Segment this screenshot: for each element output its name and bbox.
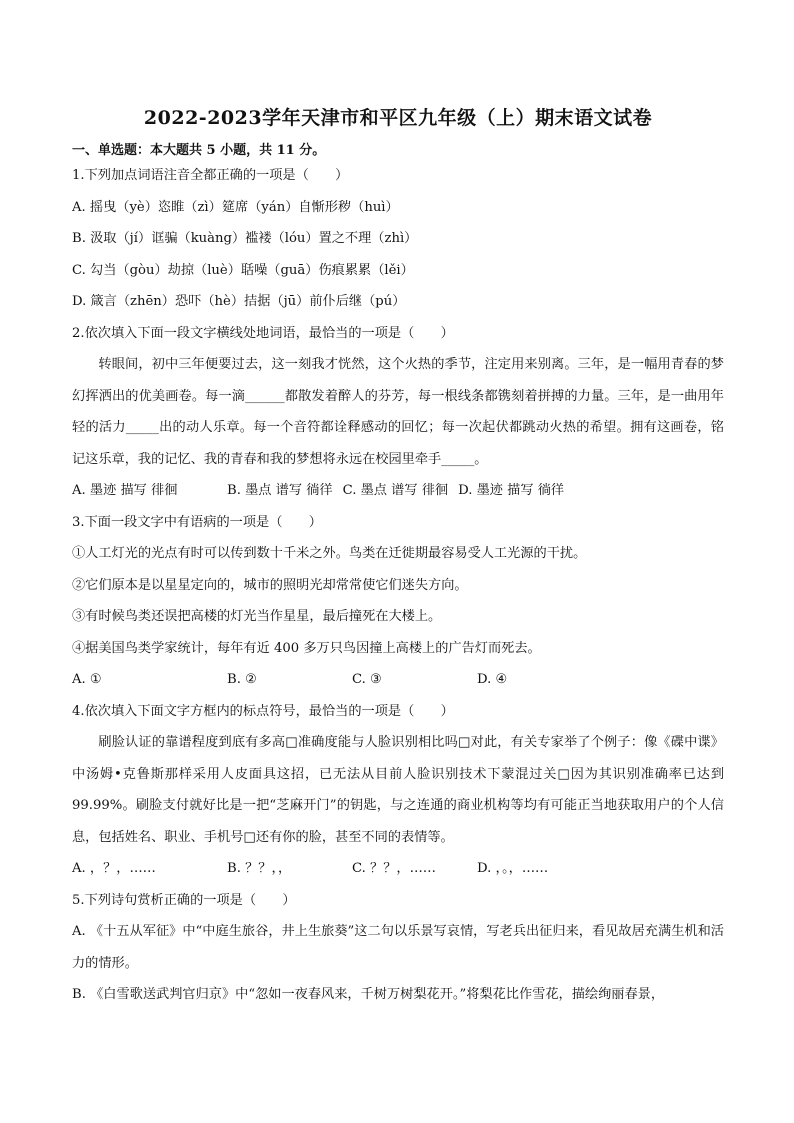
question-3-sentence-2: ②它们原本是以星星定向的，城市的照明光却常常使它们迷失方向。	[72, 577, 468, 593]
question-4-option-b: B. ？？，，	[227, 861, 292, 876]
question-3	[72, 507, 724, 696]
question-3-stem: 3.下面一段文字中有语病的一项是（ ）	[72, 514, 322, 530]
question-4-passage: 刷脸认证的靠谱程度到底有多高□准确度能与人脸识别相比吗□对此，有关专家举了个例子：像《碟中谍》中汤姆•克鲁斯那样采用人皮面具这招，已无法从目前人脸识别技术下蒙混过关□因为其识别准确率已达到 99.99%。刷脸支付就好比是一把“芝麻开门”的钥匙，与之连通的商业机构等均有可能正当地获取用户的个人信息，包括姓名、职业、手机号□还有你的脸，甚至不同的表情等。	[72, 735, 724, 845]
question-4-option-d: D. ，。，……	[477, 861, 549, 876]
section-heading: 一、单选题：本大题共 5 小题，共 11 分。	[72, 143, 326, 158]
question-1	[72, 160, 724, 318]
question-3-option-c: C. ③	[352, 672, 382, 687]
question-4-option-c: C. ？？，……	[352, 861, 436, 876]
question-5-option-b: B. 《白雪歌送武判官归京》中“忽如一夜春风来，千树万树梨花开。”将梨花比作雪花，描绘绚丽春景，	[72, 987, 665, 1002]
question-3-sentence-4: ④据美国鸟类学家统计，每年有近 400 多万只鸟因撞上高楼上的广告灯而死去。	[72, 640, 541, 656]
question-2-options	[72, 475, 724, 507]
question-2-option-d: D. 墨迹 描写 徜徉	[458, 483, 565, 498]
question-1-option-c: C. 勾当（gòu）劫掠（luè）聒噪（guā）伤痕累累（lěi）	[72, 262, 414, 278]
question-2-option-b: B. 墨点 谱写 徜徉	[227, 483, 333, 498]
page-title: 2022-2023学年天津市和平区九年级（上）期末语文试卷	[143, 107, 653, 129]
question-3-option-a: A. ①	[72, 672, 102, 687]
question-2-option-c: C. 墨点 谱写 徘徊	[342, 483, 449, 498]
question-4-options	[72, 853, 724, 885]
question-3-options	[72, 664, 724, 696]
question-3-option-d: D. ④	[477, 672, 508, 687]
question-1-option-b: B. 汲取（jí）诓骗（kuàng）褴褛（lóu）置之不理（zhì）	[72, 231, 418, 246]
question-2-option-a: A. 墨迹 描写 徘徊	[72, 483, 178, 498]
question-1-stem: 1.下列加点词语注音全都正确的一项是（ ）	[72, 168, 349, 183]
question-1-option-a: A. 摇曳（yè）恣睢（zì）筵席（yán）自惭形秽（huì）	[72, 199, 399, 215]
question-4	[72, 696, 724, 885]
question-5-option-a: A. 《十五从军征》中“中庭生旅谷，井上生旅葵”这二句以乐景写哀情，写老兵出征归来，看见故居充满生机和活力的情形。	[72, 924, 724, 971]
question-1-option-d: D. 箴言（zhēn）恐吓（hè）拮据（jū）前仆后继（pú）	[72, 294, 406, 309]
question-2-passage: 转眼间，初中三年便要过去，这一刻我才恍然，这个火热的季节，注定用来别离。三年，是一幅用青春的梦幻挥洒出的优美画卷。每一滴______都散发着醉人的芬芳，每一根线条都镌刻着拼搏的力量。三年，是一曲用年轻的活力_____出的动人乐章。每一个音符都诠释感动的回忆；每一次起伏都跳动火热的希望。拥有这画卷，铭记这乐章，我的记忆、我的青春和我的梦想将永远在校园里牵手_____。	[72, 357, 724, 467]
question-5	[72, 885, 724, 1011]
question-3-sentence-3: ③有时候鸟类还误把高楼的灯光当作星星，最后撞死在大楼上。	[72, 609, 442, 624]
question-2	[72, 318, 724, 507]
question-3-option-b: B. ②	[227, 672, 257, 687]
question-5-stem: 5.下列诗句赏析正确的一项是（ ）	[72, 892, 296, 908]
question-2-stem: 2.依次填入下面一段文字横线处地词语，最恰当的一项是（ ）	[72, 325, 454, 341]
question-4-option-a: A. ，？，……	[72, 861, 156, 876]
question-3-sentence-1: ①人工灯光的光点有时可以传到数十千米之外。鸟类在迁徙期最容易受人工光源的干扰。	[72, 546, 587, 561]
question-4-stem: 4.依次填入下面文字方框内的标点符号，最恰当的一项是（ ）	[72, 703, 454, 719]
